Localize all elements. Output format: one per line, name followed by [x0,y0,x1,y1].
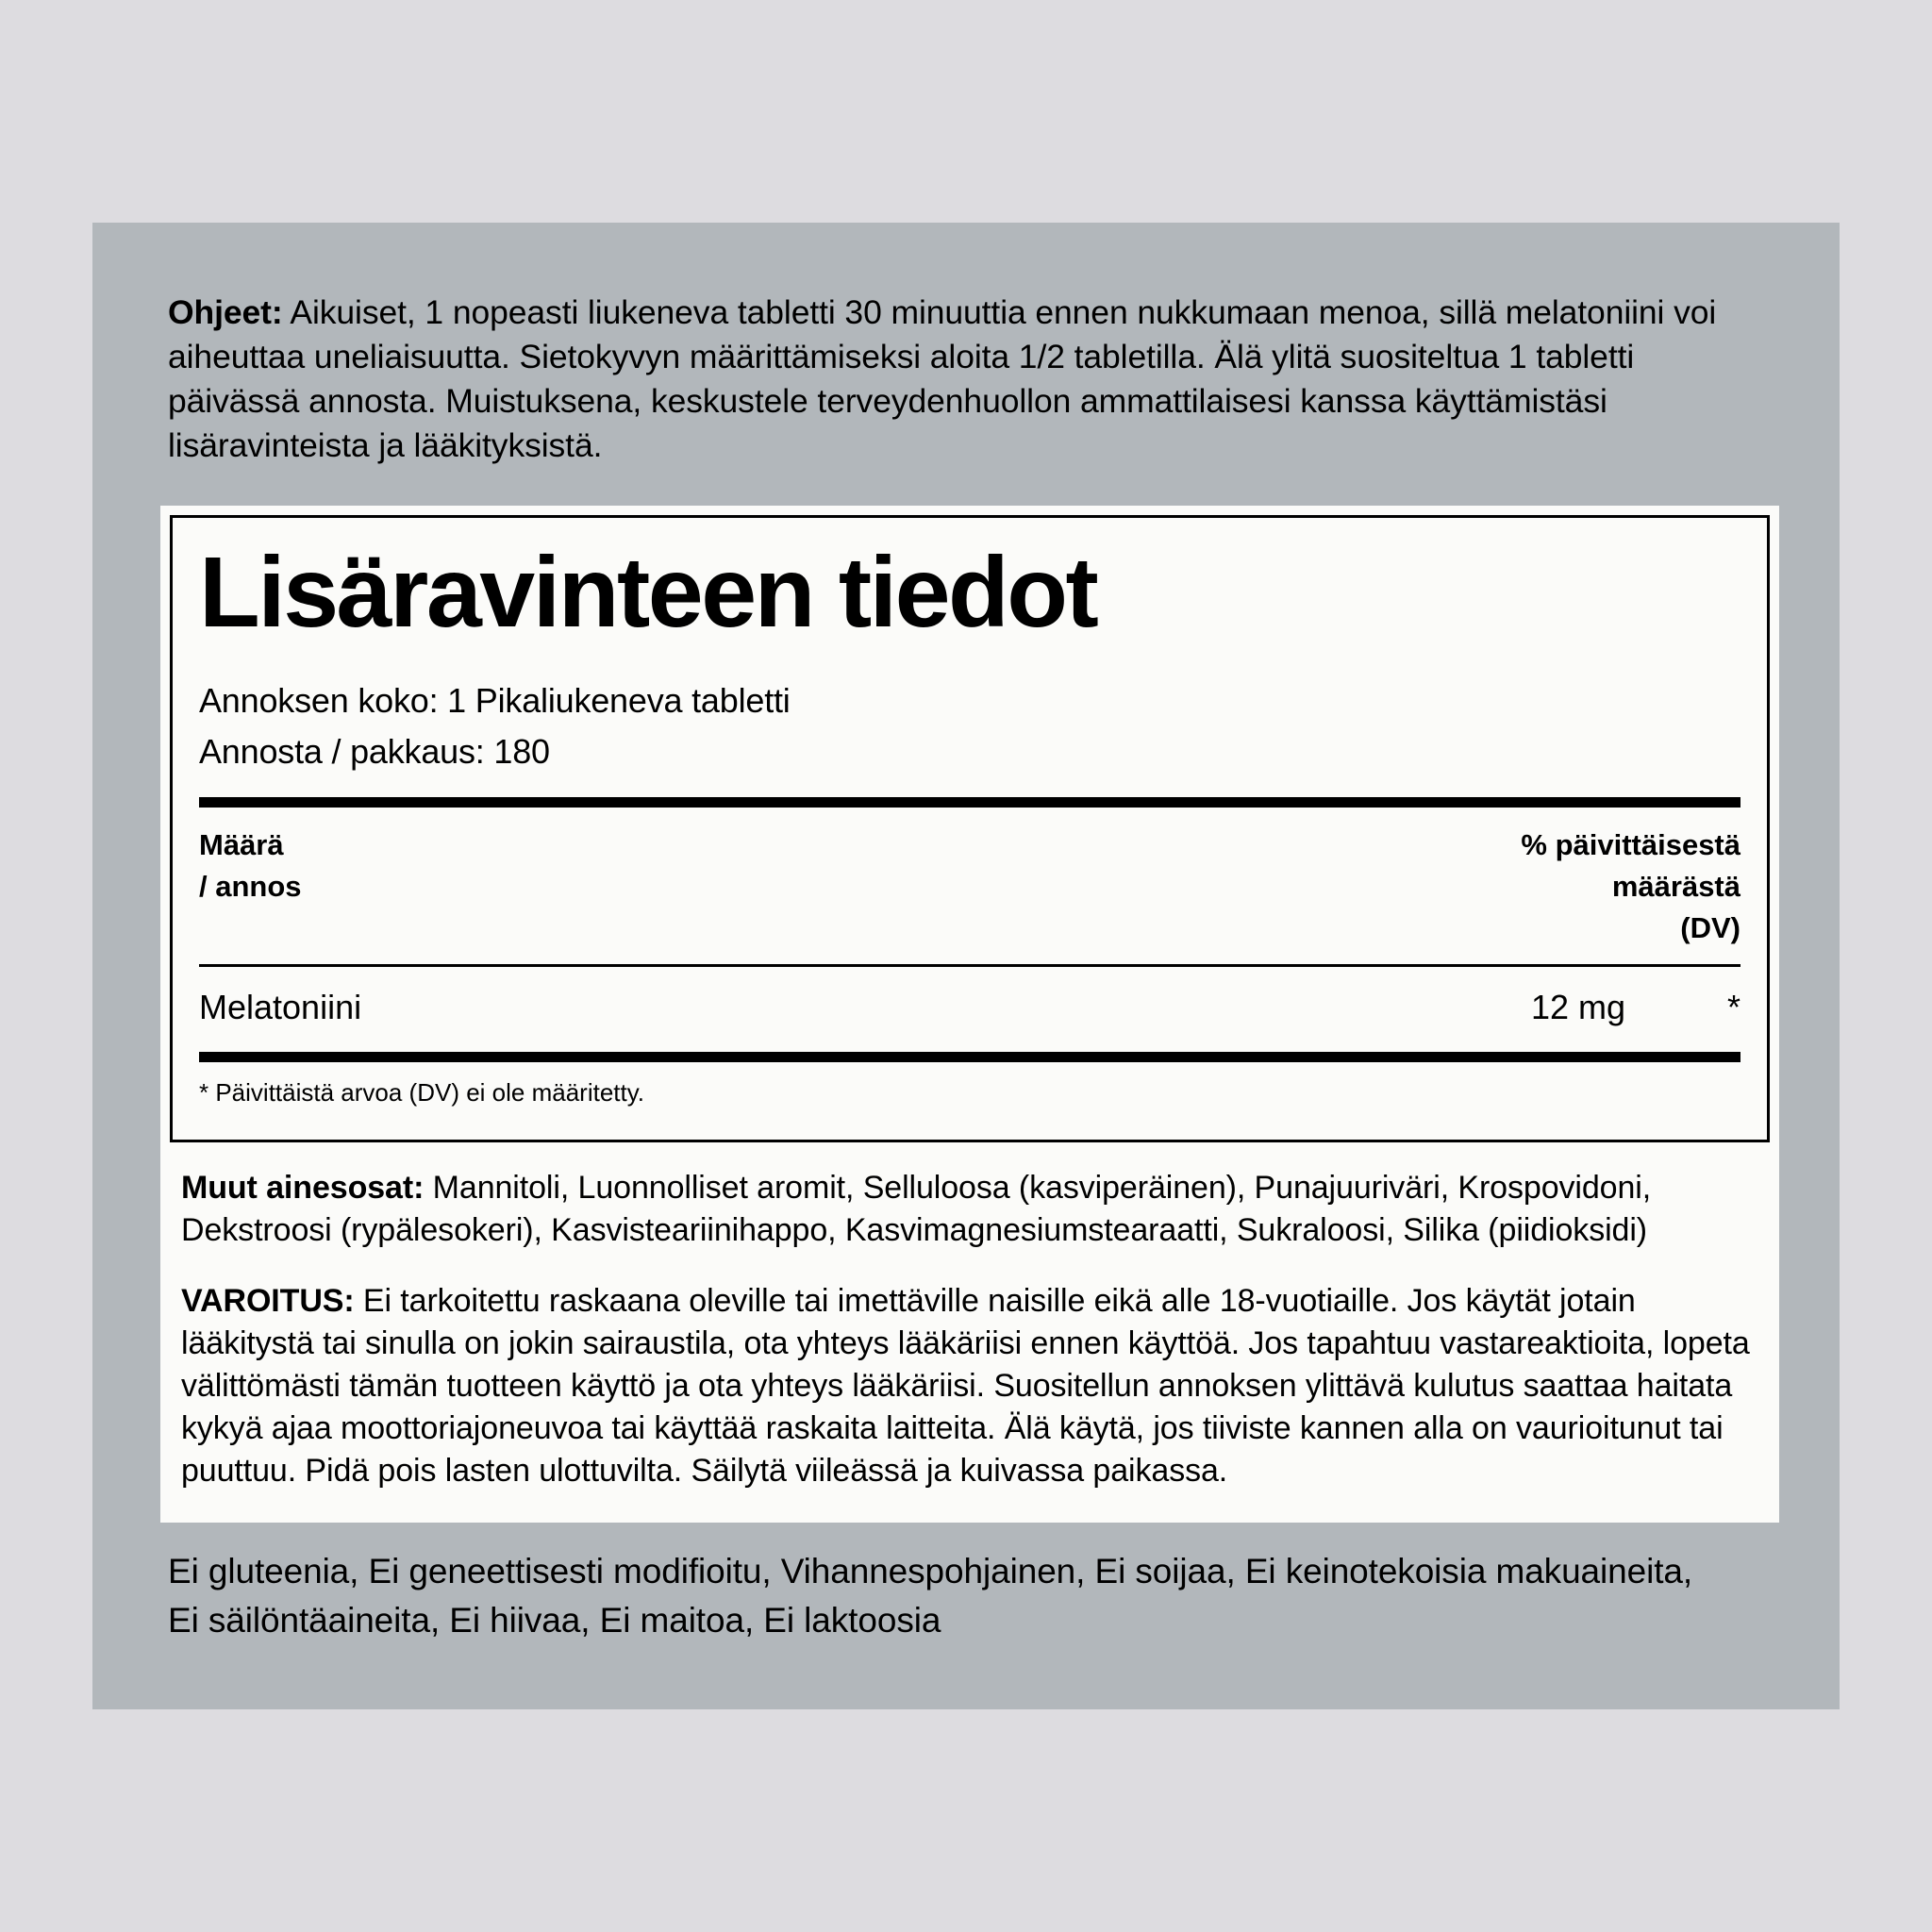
divider-thick-top [199,797,1740,808]
nutrient-name: Melatoniini [199,988,362,1026]
warning-paragraph [160,1280,1779,1523]
nutrient-amount: 12 mg [1530,988,1625,1026]
dv-header-line3: (DV) [1680,911,1740,944]
directions-text: Aikuiset, 1 nopeasti liukeneva tabletti 30 minuuttia ennen nukkumaan menoa, sillä melatoniini voi aiheuttaa uneliaisuutta. Sietokyvyn määrittämiseksi aloita 1/2 tabletilla. Älä ylitä suositeltua 1 tabletti päivässä annosta. Muistuksena, keskustele terveydenhuollon ammattilaisesi kanssa käyttämistäsi lisäravinteista ja lääkityksistä. [168,293,1717,464]
nutrient-daily-value: * [1726,988,1740,1026]
directions-label: Ohjeet: [168,293,283,331]
warning-text: Ei tarkoitettu raskaana oleville tai imettäville naisille eikä alle 18-vuotiaille. Jos käytät jotain lääkitystä tai sinulla on jokin sairaustila, ota yhteys lääkäriisi ennen käyttöä. Jos tapahtuu vastareaktioita, lopeta välittömästi tämän tuotteen käyttö ja ota yhteys lääkäriisi. Suositellun annoksen ylittävä kulutus saattaa haitata kykyä ajaa moottoriajoneuvoa tai käyttää raskaita laitteita. Älä käytä, jos tiiviste kannen alla on vaurioitunut tai puuttuu. Pidä pois lasten ulottuvilta. Säilytä viileässä ja kuivassa paikassa. [181,1283,1750,1489]
daily-value-footnote: * Päivittäistä arvoa (DV) ei ole määritetty. [199,1078,645,1107]
amount-per-serving-header [199,824,302,908]
directions-paragraph [168,291,1772,468]
supplement-facts-title: Lisäravinteen tiedot [199,537,1097,648]
divider-thick-bottom [199,1052,1740,1062]
warning-label: VAROITUS: [181,1283,355,1319]
label-content-block [160,506,1779,1523]
other-ingredients-text: Mannitoli, Luonnolliset aromit, Selluloosa (kasviperäinen), Punajuuriväri, Krospovidoni, Dekstroosi (rypälesokeri), Kasvisteariinihappo, Kasvimagnesiumstearaatti, Sukraloosi, Silika (piidioksidi) [181,1170,1652,1248]
amount-header-line1: Määrä [199,828,284,861]
servings-per-container-line: Annosta / pakkaus: 180 [199,732,550,771]
serving-size-line: Annoksen koko: 1 Pikaliukeneva tabletti [199,681,791,720]
other-ingredients-paragraph [160,1167,1779,1252]
supplement-label-panel [92,223,1840,1709]
free-from-claims [168,1547,1772,1645]
free-from-line-2: Ei säilöntäaineita, Ei hiivaa, Ei maitoa, Ei laktoosia [168,1601,941,1640]
dv-header-line1: % päivittäisestä [1521,828,1740,861]
nutrient-row [199,967,1740,1052]
supplement-facts-box [170,515,1770,1142]
amount-header-line2: / annos [199,870,302,903]
free-from-line-1: Ei gluteenia, Ei geneettisesti modifioitu, Vihannespohjainen, Ei soijaa, Ei keinotekoisia makuaineita, [168,1552,1693,1591]
daily-value-header [1521,824,1740,949]
dv-header-line2: määrästä [1611,870,1740,903]
other-ingredients-label: Muut ainesosat: [181,1170,425,1206]
facts-column-header [199,808,1740,964]
